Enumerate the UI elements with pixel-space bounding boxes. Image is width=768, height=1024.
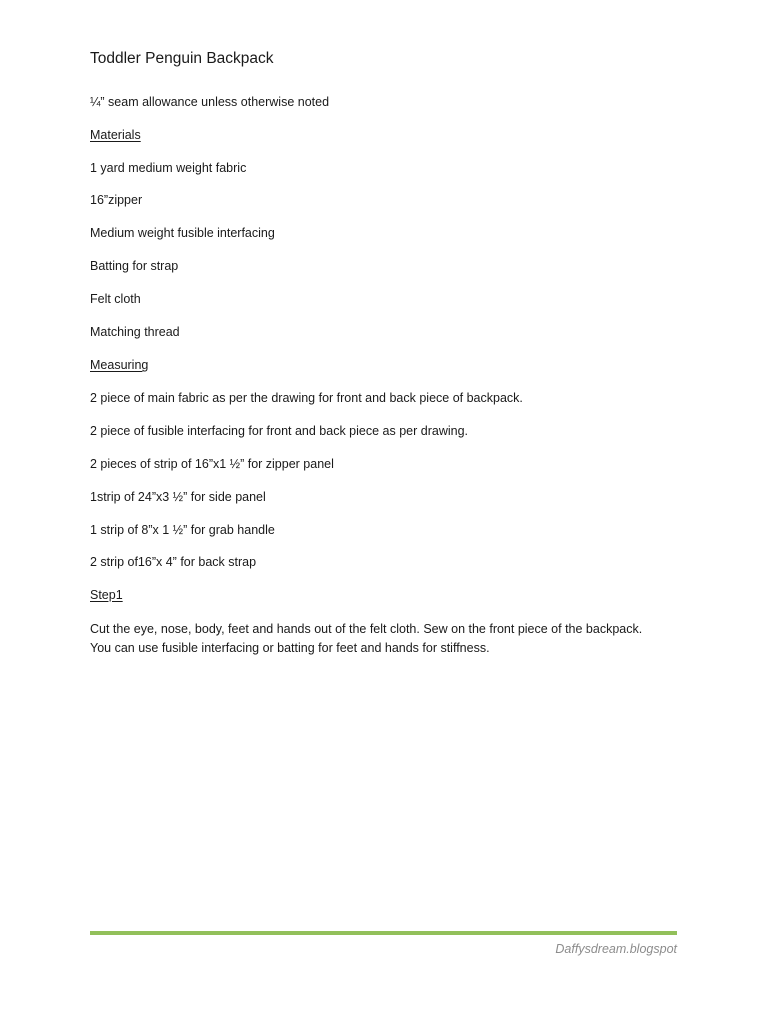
material-item: 16”zipper — [90, 193, 143, 207]
measuring-item: 1 strip of 8”x 1 ½” for grab handle — [90, 523, 275, 537]
material-item: Batting for strap — [90, 259, 179, 273]
footer-blog-name: Daffysdream.blogspot — [555, 942, 677, 956]
material-item: Matching thread — [90, 325, 180, 339]
document-title: Toddler Penguin Backpack — [90, 50, 274, 67]
seam-allowance-note: ¼” seam allowance unless otherwise noted — [90, 95, 330, 109]
measuring-item: 1strip of 24”x3 ½” for side panel — [90, 490, 266, 504]
step1-paragraph — [90, 620, 690, 658]
measuring-item: 2 piece of main fabric as per the drawing for front and back piece of backpack. — [90, 391, 523, 405]
measuring-item: 2 piece of fusible interfacing for front and back piece as per drawing. — [90, 424, 468, 438]
material-item: Felt cloth — [90, 292, 141, 306]
measuring-item: 2 strip of16”x 4” for back strap — [90, 555, 257, 569]
footer-divider — [90, 931, 677, 935]
step1-line: You can use fusible interfacing or batting for feet and hands for stiffness. — [90, 641, 490, 655]
step1-heading: Step1 — [90, 588, 123, 602]
measuring-item: 2 pieces of strip of 16”x1 ½” for zipper panel — [90, 457, 334, 471]
materials-heading: Materials — [90, 128, 141, 142]
measuring-heading: Measuring — [90, 358, 149, 372]
material-item: Medium weight fusible interfacing — [90, 226, 275, 240]
material-item: 1 yard medium weight fabric — [90, 161, 247, 175]
step1-line: Cut the eye, nose, body, feet and hands out of the felt cloth. Sew on the front piece of the backpack. — [90, 622, 643, 636]
